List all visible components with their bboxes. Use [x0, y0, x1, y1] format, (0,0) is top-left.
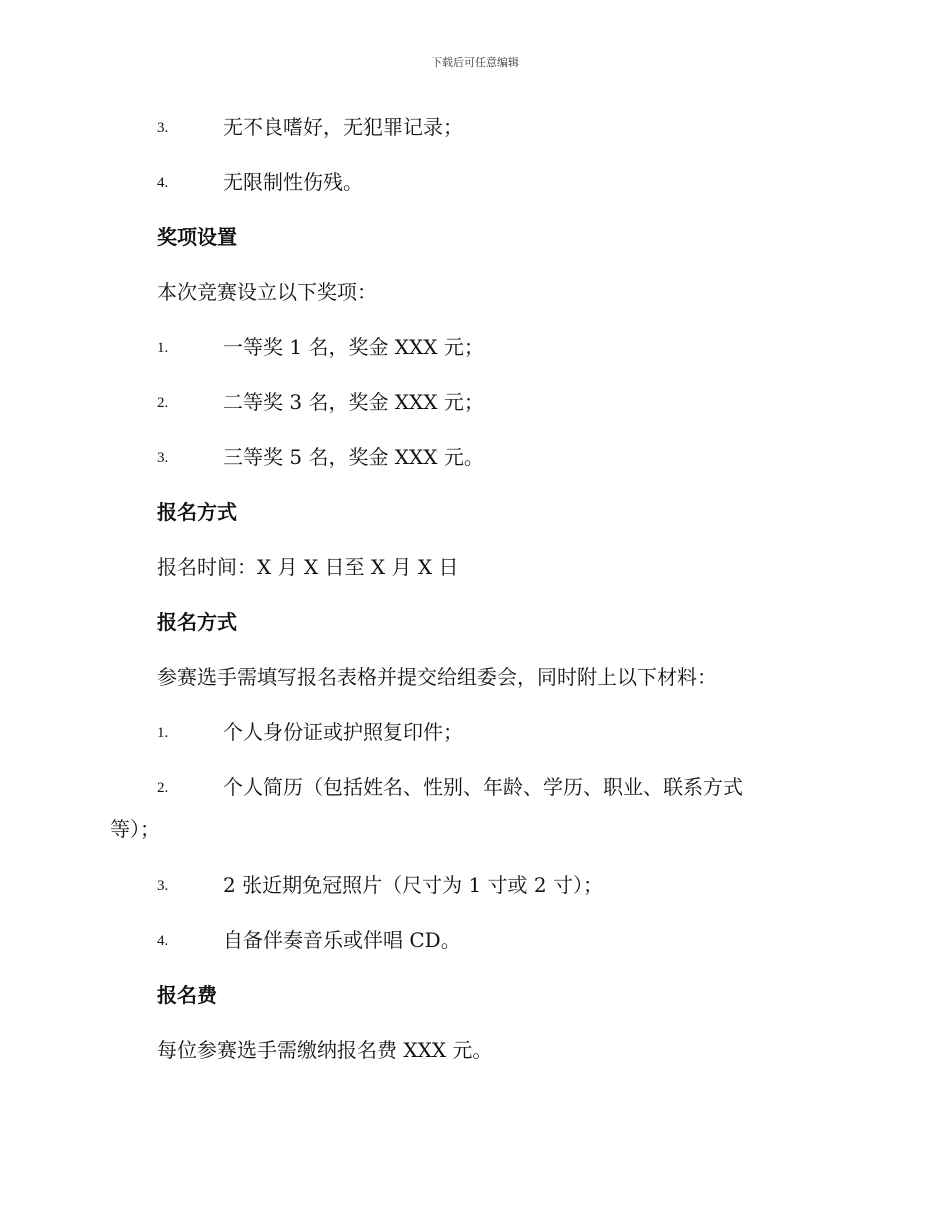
- list-text: 无限制性伤残。: [223, 170, 363, 194]
- paragraph-text: 本次竞赛设立以下奖项：: [157, 280, 377, 304]
- list-text: 个人身份证或护照复印件；: [223, 720, 463, 744]
- section-heading-registration-time: [0, 493, 950, 548]
- list-item: [0, 163, 950, 218]
- list-number: 1.: [157, 340, 169, 356]
- list-text-continuation: 等）；: [110, 817, 160, 841]
- list-number: 2.: [157, 780, 169, 796]
- list-number: 1.: [157, 725, 169, 741]
- paragraph: [0, 658, 950, 713]
- paragraph-text: 报名时间：X 月 X 日至 X 月 X 日: [157, 555, 459, 579]
- list-text: 无不良嗜好，无犯罪记录；: [223, 115, 463, 139]
- list-text: 三等奖 5 名，奖金 XXX 元。: [223, 445, 484, 469]
- list-item-continuation: [0, 810, 950, 866]
- section-heading-awards: [0, 218, 950, 273]
- list-text: 一等奖 1 名，奖金 XXX 元；: [223, 335, 484, 359]
- list-item: [0, 383, 950, 438]
- paragraph-text: 参赛选手需填写报名表格并提交给组委会，同时附上以下材料：: [157, 665, 717, 689]
- list-text: 自备伴奏音乐或伴唱 CD。: [223, 928, 461, 952]
- paragraph: [0, 273, 950, 328]
- list-item: [0, 438, 950, 493]
- list-text: 个人简历（包括姓名、性别、年龄、学历、职业、联系方式: [223, 775, 743, 799]
- heading-text: 报名费: [157, 983, 217, 1007]
- list-number: 4.: [157, 175, 169, 191]
- list-item: [0, 713, 950, 768]
- section-heading-fee: [0, 976, 950, 1031]
- list-item: [0, 108, 950, 163]
- list-item: [0, 328, 950, 383]
- list-number: 4.: [157, 933, 169, 949]
- heading-text: 报名方式: [157, 500, 237, 524]
- list-number: 3.: [157, 450, 169, 466]
- list-number: 3.: [157, 878, 169, 894]
- list-item: [0, 921, 950, 976]
- list-number: 2.: [157, 395, 169, 411]
- list-number: 3.: [157, 120, 169, 136]
- paragraph: [0, 548, 950, 603]
- paragraph: [0, 1031, 950, 1086]
- document-body: [0, 108, 950, 1086]
- list-item: [0, 866, 950, 921]
- section-heading-registration-method: [0, 603, 950, 658]
- page-header: 下载后可任意编辑: [431, 56, 519, 69]
- list-text: 二等奖 3 名，奖金 XXX 元；: [223, 390, 484, 414]
- heading-text: 报名方式: [157, 610, 237, 634]
- list-text: 2 张近期免冠照片（尺寸为 1 寸或 2 寸）；: [223, 873, 603, 897]
- heading-text: 奖项设置: [157, 225, 237, 249]
- paragraph-text: 每位参赛选手需缴纳报名费 XXX 元。: [157, 1038, 493, 1062]
- list-item: [0, 768, 950, 810]
